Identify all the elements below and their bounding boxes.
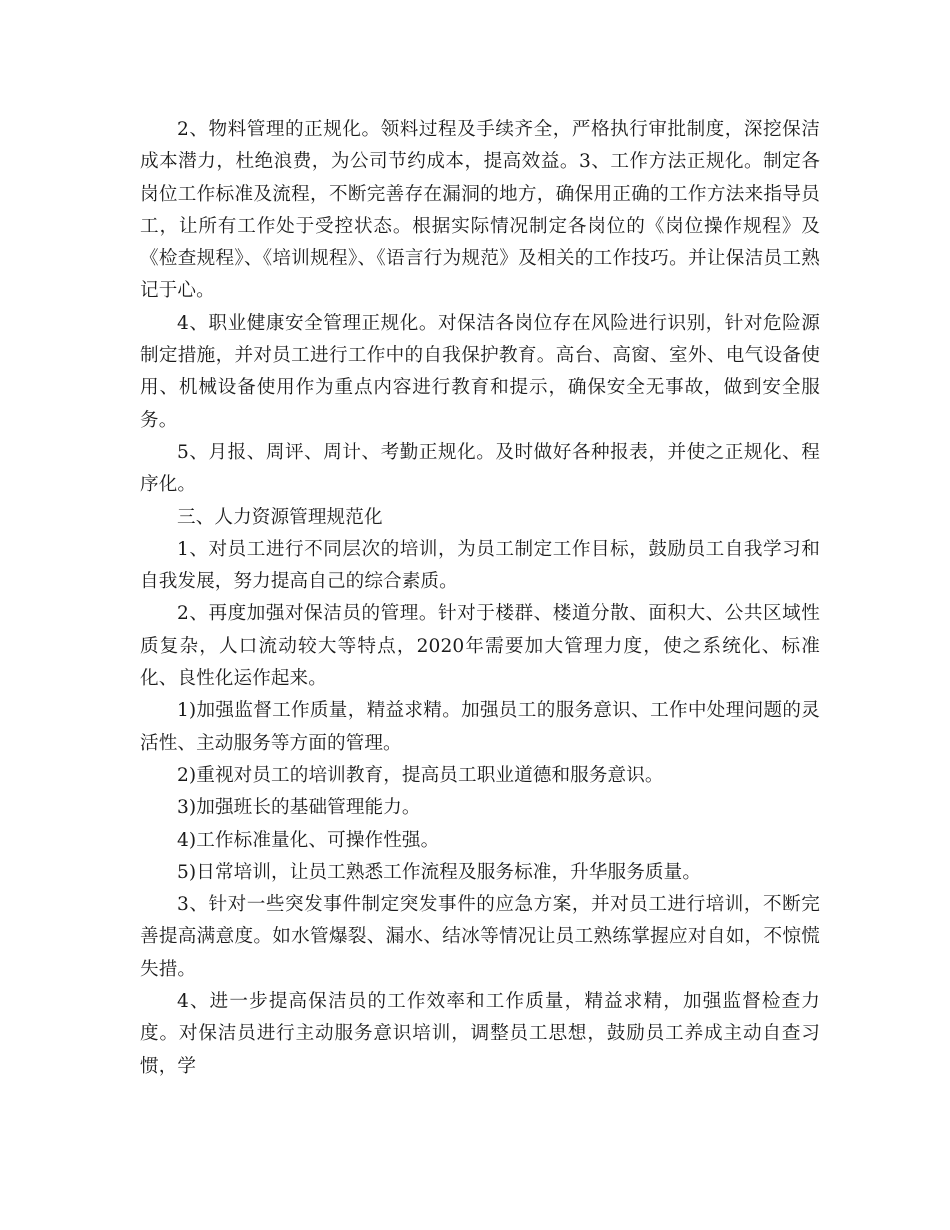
list-item-supervision: 1)加强监督工作质量，精益求精。加强员工的服务意识、工作中处理问题的灵活性、主动服务等方面的管理。 <box>140 700 820 754</box>
paragraph-emergency-plan: 3、针对一些突发事件制定突发事件的应急方案，并对员工进行培训，不断完善提高满意度。如水管爆裂、漏水、结冰等情况让员工熟练掌握应对自如，不惊慌失措。 <box>140 894 820 980</box>
list-item-standards: 4)工作标准量化、可操作性强。 <box>177 829 440 851</box>
paragraph-efficiency: 4、进一步提高保洁员的工作效率和工作质量，精益求精，加强监督检查力度。对保洁员进行主动服务意识培训，调整员工思想，鼓励员工养成主动自查习惯，学 <box>140 991 820 1077</box>
paragraph-training: 1、对员工进行不同层次的培训，为员工制定工作目标，鼓励员工自我学习和自我发展，努力提高自己的综合素质。 <box>140 538 820 593</box>
list-item-team-leader: 3)加强班长的基础管理能力。 <box>177 797 421 819</box>
list-item-daily-training: 5)日常培训，让员工熟悉工作流程及服务标准，升华服务质量。 <box>177 861 702 883</box>
document-body <box>140 114 820 1083</box>
paragraph-reports: 5、月报、周评、周计、考勤正规化。及时做好各种报表，并使之正规化、程序化。 <box>140 441 820 496</box>
section-heading-hr: 三、人力资源管理规范化 <box>177 506 383 528</box>
list-item-education: 2)重视对员工的培训教育，提高员工职业道德和服务意识。 <box>177 764 664 786</box>
paragraph-material-and-methods: 2、物料管理的正规化。领料过程及手续齐全，严格执行审批制度，深挖保洁成本潜力，杜绝浪费，为公司节约成本，提高效益。3、工作方法正规化。制定各岗位工作标准及流程，不断完善存在漏洞的地方，确保用正确的工作方法来指导员工，让所有工作处于受控状态。根据实际情况制定各岗位的《岗位操作规程》及《检查规程》、《培训规程》、《语言行为规范》及相关的工作技巧。并让保洁员工熟记于心。 <box>140 119 820 302</box>
paragraph-cleaner-management: 2、再度加强对保洁员的管理。针对于楼群、楼道分散、面积大、公共区域性质复杂，人口流动较大等特点，2020年需要加大管理力度，使之系统化、标准化、良性化运作起来。 <box>140 603 820 690</box>
paragraph-occupational-safety: 4、职业健康安全管理正规化。对保洁各岗位存在风险进行识别，针对危险源制定措施，并对员工进行工作中的自我保护教育。高台、高窗、室外、电气设备使用、机械设备使用作为重点内容进行教育和提示，确保安全无事故，做到安全服务。 <box>140 312 820 431</box>
